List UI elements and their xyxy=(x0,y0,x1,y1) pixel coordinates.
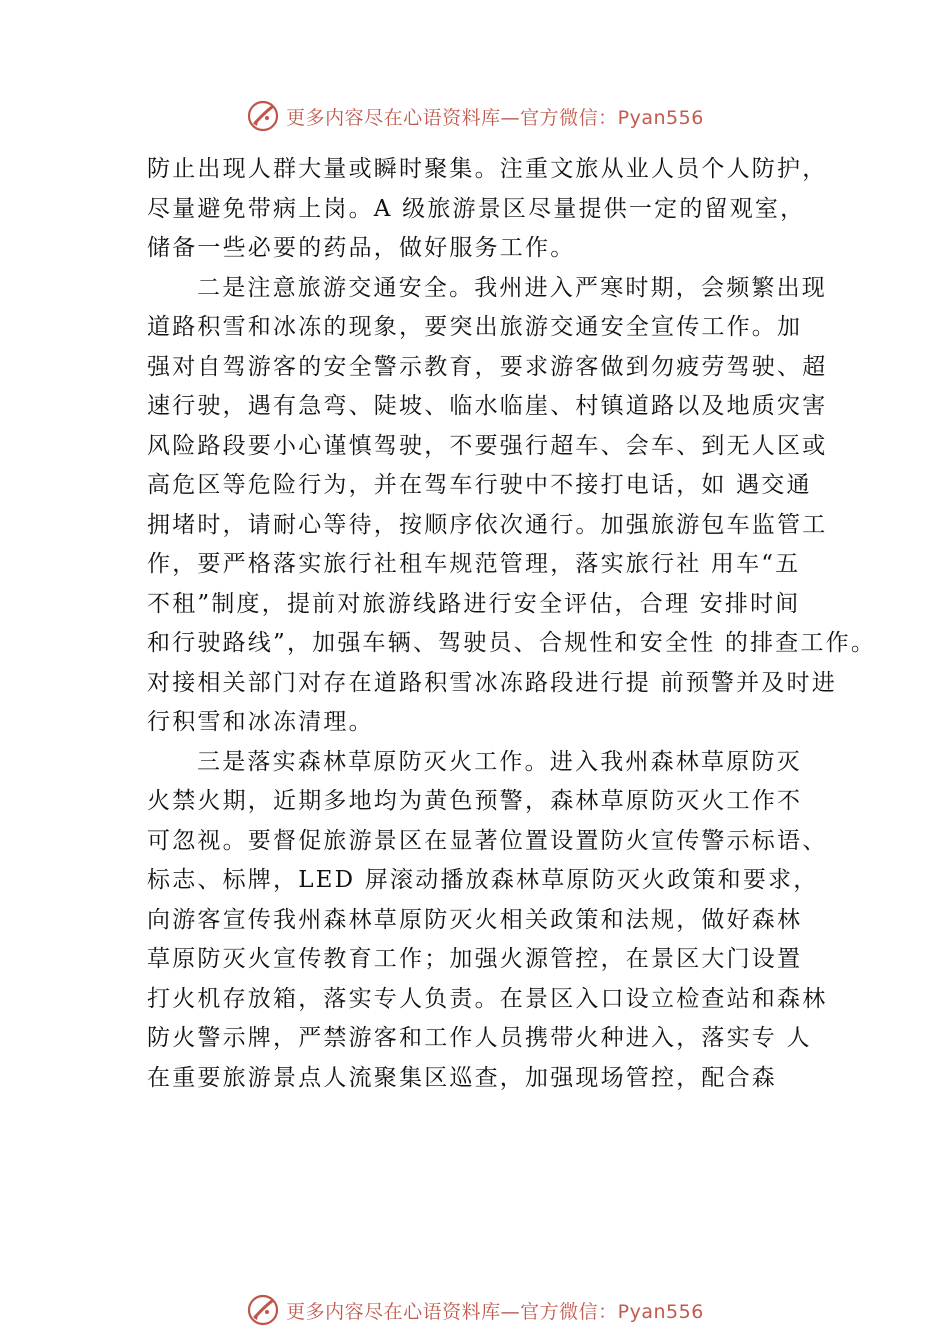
banner-wechat: 官方微信：Pyan556 xyxy=(520,106,704,129)
body-line: 速行驶，遇有急弯、陡坡、临水临崖、村镇道路以及地质灾害 xyxy=(147,393,828,419)
body-line: 行积雪和冰冻清理。 xyxy=(147,709,374,735)
body-line: 标志、标牌，LED 屏滚动播放森林草原防灭火政策和要求， xyxy=(147,867,819,893)
banner-text xyxy=(286,103,704,130)
banner-wechat: 官方微信：Pyan556 xyxy=(520,1300,704,1323)
body-line: 防火警示牌，严禁游客和工作人员携带火种进入，落实专 人 xyxy=(147,1025,812,1051)
body-line: 不租”制度，提前对旅游线路进行安全评估，合理 安排时间 xyxy=(147,590,801,617)
body-line: 作，要严格落实旅行社租车规范管理，落实旅行社 用车“五 xyxy=(147,551,801,577)
paragraph-heading-line: 三是落实森林草原防灭火工作。进入我州森林草原防灭 xyxy=(197,748,802,775)
brush-logo-icon xyxy=(246,99,280,133)
body-line: 强对自驾游客的安全警示教育，要求游客做到勿疲劳驾驶、超 xyxy=(147,353,828,380)
body-line: 和行驶路线”，加强车辆、驾驶员、合规性和安全性 的排查工作。 xyxy=(147,630,877,656)
header-banner xyxy=(0,96,950,136)
document-body xyxy=(147,150,877,1098)
body-line: 可忽视。要督促旅游景区在显著位置设置防火宣传警示标语、 xyxy=(147,827,828,854)
banner-site-name: 更多内容尽在心语资料库 xyxy=(286,1300,501,1323)
body-line: 向游客宣传我州森林草原防灭火相关政策和法规，做好森林 xyxy=(147,906,803,933)
body-line: 在重要旅游景点人流聚集区巡查，加强现场管控，配合森 xyxy=(147,1064,777,1091)
body-line: 道路积雪和冰冻的现象，要突出旅游交通安全宣传工作。加 xyxy=(147,314,803,340)
body-line: 储备一些必要的药品，做好服务工作。 xyxy=(147,235,576,261)
body-line: 风险路段要小心谨慎驾驶，不要强行超车、会车、到无人区或 xyxy=(147,432,828,459)
body-line: 对接相关部门对存在道路积雪冰冻路段进行提 前预警并及时进 xyxy=(147,669,837,696)
body-line: 打火机存放箱，落实专人负责。在景区入口设立检查站和森林 xyxy=(147,985,828,1012)
body-line: 防止出现人群大量或瞬时聚集。注重文旅从业人员个人防护， xyxy=(147,156,828,182)
body-line: 尽量避免带病上岗。A 级旅游景区尽量提供一定的留观室， xyxy=(147,195,806,222)
body-line: 拥堵时，请耐心等待，按顺序依次通行。加强旅游包车监管工 xyxy=(147,511,828,538)
banner-dash: — xyxy=(500,1300,521,1323)
banner-text xyxy=(286,1297,704,1324)
paragraph-heading-line: 二是注意旅游交通安全。我州进入严寒时期，会频繁出现 xyxy=(197,274,827,301)
body-line: 草原防灭火宣传教育工作；加强火源管控，在景区大门设置 xyxy=(147,946,803,972)
body-line: 火禁火期，近期多地均为黄色预警，森林草原防灭火工作不 xyxy=(147,788,803,814)
banner-site-name: 更多内容尽在心语资料库 xyxy=(286,106,501,129)
body-line: 高危区等危险行为，并在驾车行驶中不接打电话，如 遇交通 xyxy=(147,472,812,498)
brush-logo-icon xyxy=(246,1293,280,1327)
footer-banner xyxy=(0,1290,950,1330)
banner-dash: — xyxy=(500,106,521,129)
